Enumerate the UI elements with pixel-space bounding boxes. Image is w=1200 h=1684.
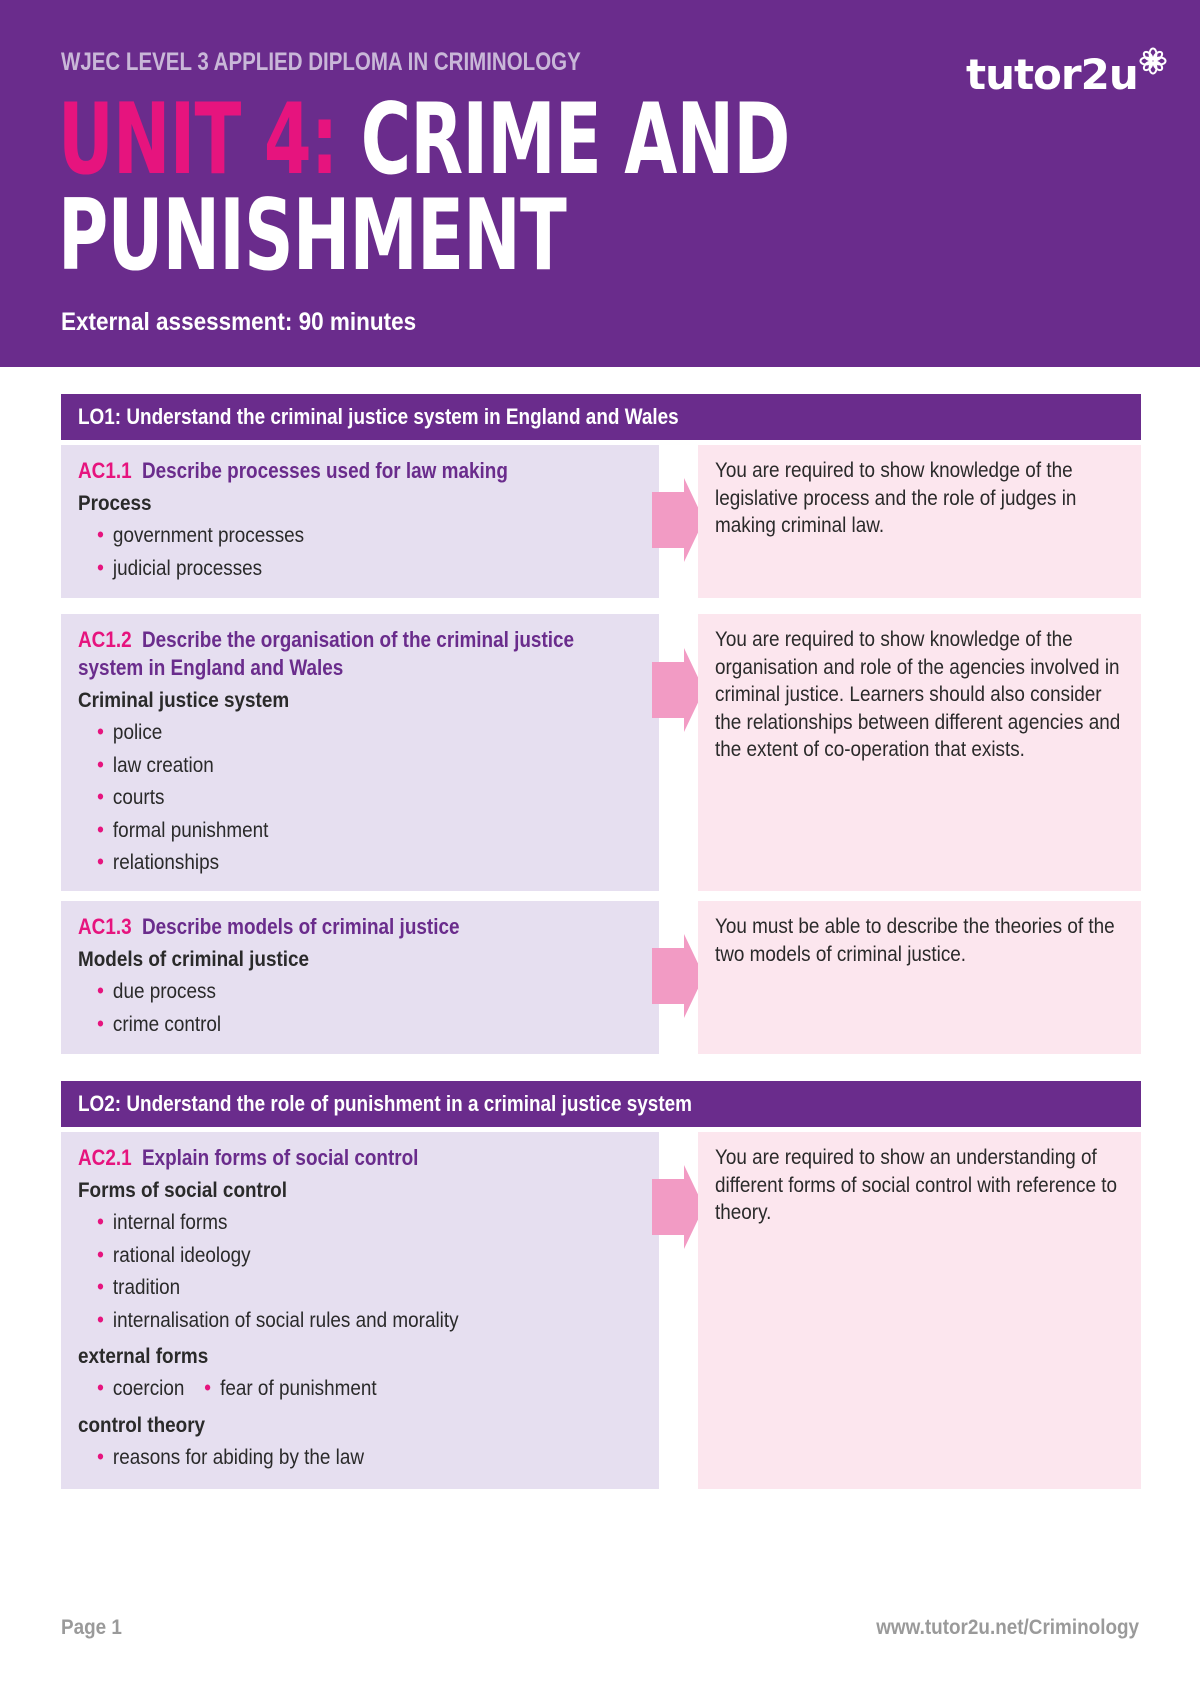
list-item: • reasons for abiding by the law [97, 1441, 603, 1474]
ac-subheading-control: control theory [78, 1413, 206, 1437]
list-item: • rational ideology [97, 1239, 603, 1272]
ac-heading-text: Describe processes used for law making [141, 458, 508, 483]
list-item: • formal punishment [97, 814, 603, 847]
list-item: • courts [97, 781, 603, 814]
list-item: • relationships [97, 846, 603, 879]
ac1-2-description-card [698, 614, 1141, 891]
ac-heading-text: Describe the organisation of the criminal justice system in England and Wales [78, 627, 575, 680]
ac-code: AC1.1 [78, 458, 132, 483]
ac-description: You are required to show knowledge of the organisation and role of the agencies involved in criminal justice. Learners should also consider the relationships between different agencies and the extent of co-operation that exists. [715, 628, 1121, 761]
ac1-1-description-card [698, 445, 1141, 598]
ac1-1-card [61, 445, 659, 598]
tutor2u-logo[interactable] [966, 50, 1168, 99]
footer-url-link[interactable]: www.tutor2u.net/Criminology [876, 1616, 1139, 1639]
ac1-3-bullets [97, 975, 659, 1040]
ac2-1-external-bullets [97, 1372, 603, 1405]
title-line1: CRIME AND [337, 83, 790, 197]
list-item: • tradition [97, 1271, 603, 1304]
ac1-3-heading [78, 913, 646, 941]
ac1-2-bullets [97, 716, 659, 879]
list-item: • government processes [97, 519, 603, 552]
ac-subheading: Criminal justice system [78, 689, 290, 712]
list-item: • internal forms [97, 1206, 603, 1239]
list-item: • fear of punishment [204, 1372, 376, 1405]
arrow-right-icon [652, 478, 704, 562]
ac-code: AC1.2 [78, 627, 132, 652]
ac2-1-bullets [97, 1206, 659, 1336]
ac-heading-text: Describe models of criminal justice [141, 914, 460, 939]
lo2-title: LO2: Understand the role of punishment in a criminal justice system [78, 1091, 692, 1116]
list-item: • crime control [97, 1008, 603, 1041]
list-item: • police [97, 716, 603, 749]
ac-code: AC2.1 [78, 1145, 132, 1170]
assessment-info: External assessment: 90 minutes [61, 308, 417, 336]
page-title [58, 83, 790, 293]
header-banner [0, 0, 1200, 367]
title-unit: UNIT 4: [58, 83, 338, 197]
logo-text: tutor2u [966, 50, 1138, 99]
list-item: • judicial processes [97, 552, 603, 585]
course-subtitle: WJEC LEVEL 3 APPLIED DIPLOMA IN CRIMINOLOGY [61, 48, 581, 76]
ac-subheading: Process [78, 492, 152, 515]
ac2-1-card [61, 1132, 659, 1489]
lo2-header [61, 1081, 1141, 1127]
ac-code: AC1.3 [78, 914, 132, 939]
flower-icon [1138, 46, 1168, 76]
list-item: • due process [97, 975, 603, 1008]
ac-description: You are required to show an understanding of different forms of social control with reference to theory. [715, 1146, 1117, 1224]
lo1-title: LO1: Understand the criminal justice system in England and Wales [78, 404, 679, 429]
arrow-right-icon [652, 1165, 704, 1249]
page-number: Page 1 [61, 1616, 122, 1639]
ac1-1-heading [78, 457, 646, 485]
ac-heading-text: Explain forms of social control [141, 1145, 419, 1170]
ac1-3-description-card [698, 901, 1141, 1054]
ac2-1-heading [78, 1144, 646, 1172]
ac1-3-card [61, 901, 659, 1054]
ac1-2-card [61, 614, 659, 891]
list-item: • internalisation of social rules and morality [97, 1304, 603, 1337]
list-item: • law creation [97, 749, 603, 782]
list-item: • coercion [97, 1372, 184, 1405]
ac-subheading: Models of criminal justice [78, 948, 310, 971]
ac-description: You must be able to describe the theories of the two models of criminal justice. [715, 915, 1115, 966]
lo1-header [61, 394, 1141, 440]
title-line2: PUNISHMENT [58, 179, 567, 293]
arrow-right-icon [652, 648, 704, 732]
ac-description: You are required to show knowledge of the legislative process and the role of judges in making criminal law. [715, 459, 1077, 537]
arrow-right-icon [652, 934, 704, 1018]
ac2-1-control-bullets [97, 1441, 659, 1474]
ac2-1-description-card [698, 1132, 1141, 1489]
ac-subheading: Forms of social control [78, 1179, 287, 1202]
ac-subheading-external: external forms [78, 1345, 209, 1368]
ac1-1-bullets [97, 519, 659, 584]
ac1-2-heading [78, 626, 628, 682]
